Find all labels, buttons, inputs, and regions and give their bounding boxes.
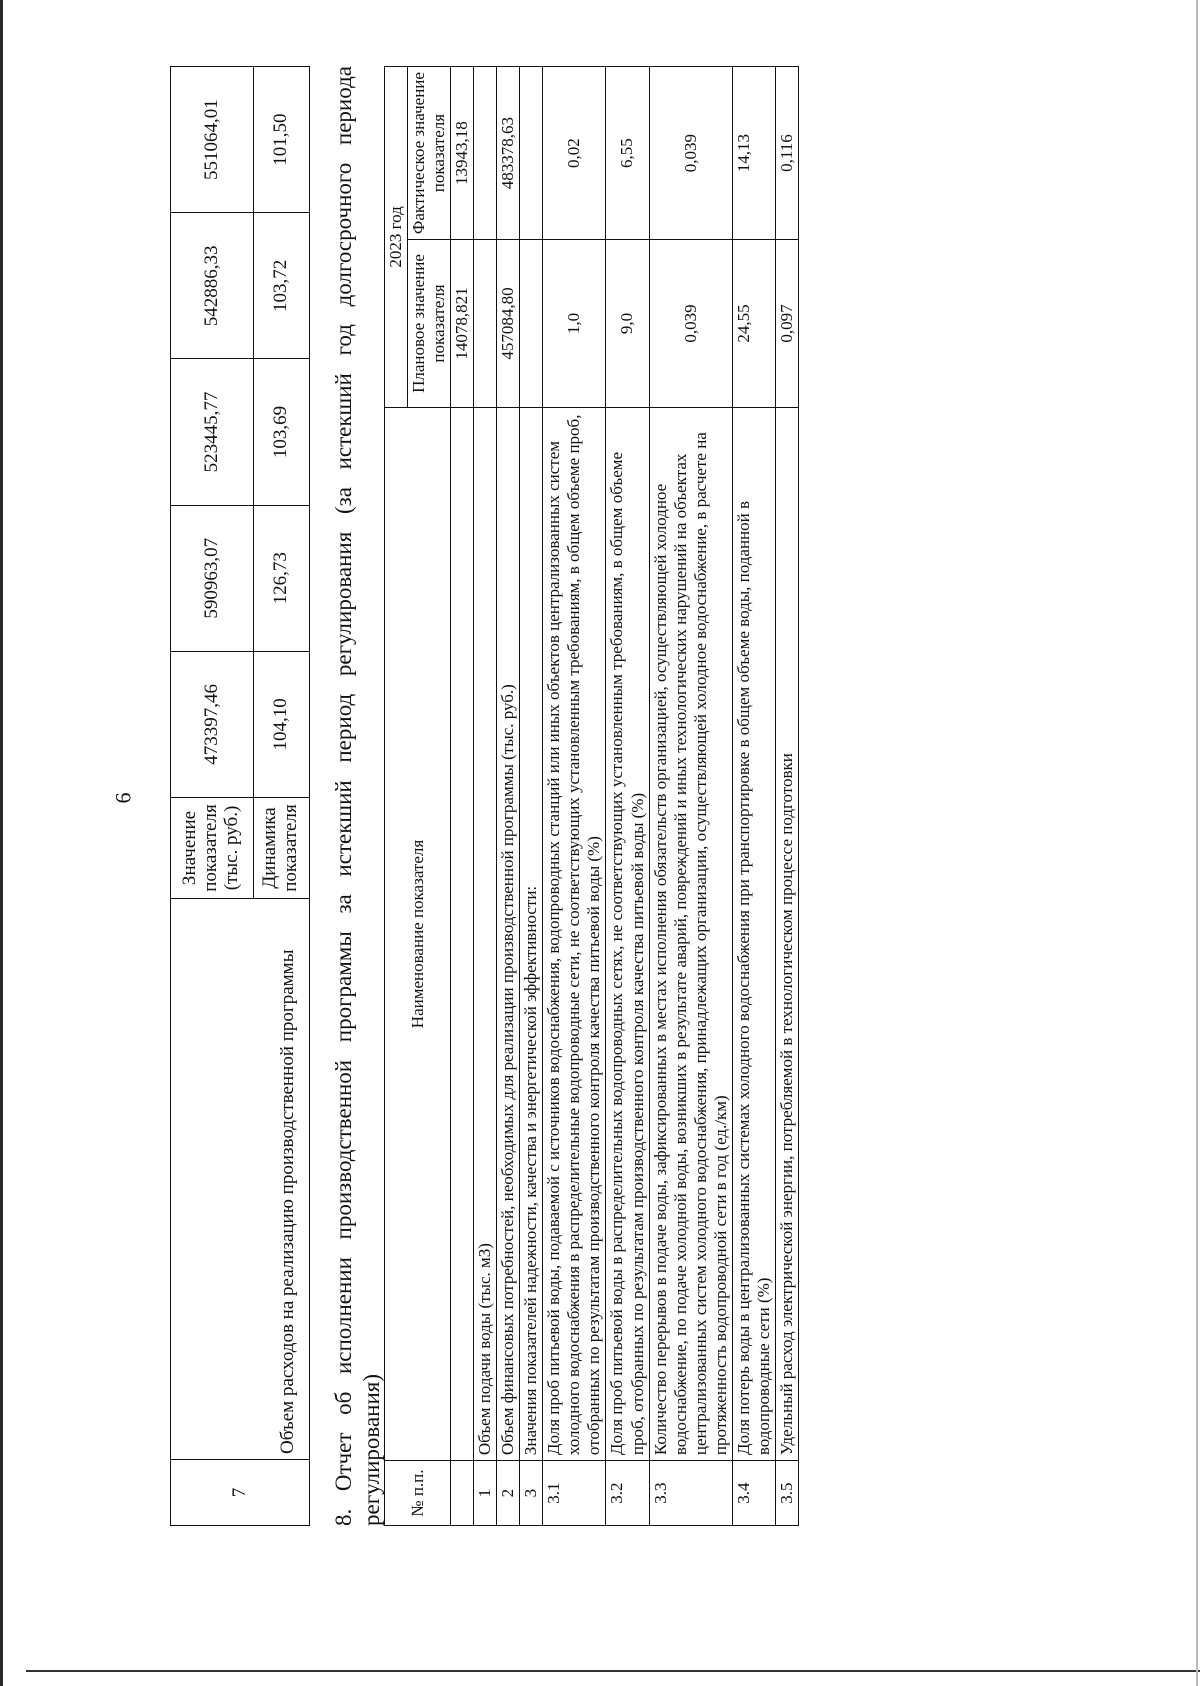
cell-num: 3: [520, 1461, 543, 1526]
cell-planned: 457084,80: [497, 240, 520, 408]
value-cell: 103,69: [253, 359, 309, 505]
table-row: [649, 67, 732, 1526]
row-sublabel: Значение показателя (тыс. руб.): [171, 798, 254, 899]
cell-actual: 13943,18: [451, 67, 474, 240]
table-row: [543, 67, 606, 1526]
value-cell: 551064,01: [171, 67, 254, 213]
header-planned: Плановое значение показателя: [408, 240, 451, 408]
header-name: Наименование показателя: [385, 407, 451, 1460]
scan-edge-right: [1196, 0, 1198, 1686]
cell-planned: 9,0: [606, 240, 649, 408]
header-num: № п.п.: [385, 1461, 451, 1526]
table-row: [775, 67, 798, 1526]
cell-name: Объем подачи воды (тыс. м3): [474, 407, 497, 1460]
cell-num: 1: [474, 1461, 497, 1526]
cell-num: 3.1: [543, 1461, 606, 1526]
cell-num: 3.4: [732, 1461, 775, 1526]
header-actual: Фактическое значение показателя: [408, 67, 451, 240]
value-cell: 104,10: [253, 651, 309, 797]
cell-name: Доля проб питьевой воды, подаваемой с источников водоснабжения, водопроводных станций или иных объектов централизованных систем холодного водоснабжения в распределительные водопроводные сети, не соответствующих установленным требованиям, в общем объеме проб, отобранных по результатам производственного контроля качества питьевой воды (%): [543, 407, 606, 1460]
cell-actual: 6,55: [606, 67, 649, 240]
scan-edge-bottom: [26, 1670, 1200, 1672]
cell-planned: 0,097: [775, 240, 798, 408]
scan-edge-left: [0, 0, 3, 1686]
cell-name: Объем финансовых потребностей, необходимых для реализации производственной программы (тыс. руб.): [497, 407, 520, 1460]
row-name: Объем расходов на реализацию производственной программы: [171, 899, 310, 1460]
value-cell: 126,73: [253, 505, 309, 651]
value-cell: 101,50: [253, 67, 309, 213]
cell-actual: 0,039: [649, 67, 732, 240]
cell-name: Значения показателей надежности, качества и энергетической эффективности:: [520, 407, 543, 1460]
cell-name: Количество перерывов в подаче воды, зафиксированных в местах исполнения обязательств организацией, осуществляющей холодное водоснабжение, по подаче холодной воды, возникших в результате аварий, повреждений и иных технологических нарушений на объектах централизованных систем холодного водоснабжения, принадлежащих организации, осуществляющей холодное водоснабжение, в расчете на протяженность водопроводной сети в год (ед./км): [649, 407, 732, 1460]
cell-name: Доля потерь воды в централизованных системах холодного водоснабжения при транспортировке в общем объеме воды, поданной в водопроводные сети (%): [732, 407, 775, 1460]
cell-actual: [520, 67, 543, 240]
header-year: 2023 год: [385, 67, 408, 408]
cell-planned: 1,0: [543, 240, 606, 408]
table-header-row: [385, 67, 408, 1526]
value-cell: 590963,07: [171, 505, 254, 651]
cell-num: 3.5: [775, 1461, 798, 1526]
cell-name: Удельный расход электрической энергии, потребляемой в технологическом процессе подготовки: [775, 407, 798, 1460]
cell-planned: 0,039: [649, 240, 732, 408]
cell-planned: [474, 240, 497, 408]
table-row: [474, 67, 497, 1526]
report-table: [384, 66, 799, 1526]
page-number: 6: [110, 792, 136, 804]
table-row: [497, 67, 520, 1526]
cell-actual: 0,02: [543, 67, 606, 240]
value-cell: 473397,46: [171, 651, 254, 797]
cell-planned: [520, 240, 543, 408]
rotated-page-content: [170, 66, 1070, 1526]
value-cell: 542886,33: [171, 213, 254, 359]
table-row: [520, 67, 543, 1526]
section-title: 8. Отчет об исполнении производственной программы за истекший период регулирования (за истекший год долгосрочного периода регулирования): [331, 66, 385, 1526]
expenses-table: [170, 66, 310, 1526]
table-row: [732, 67, 775, 1526]
cell-num: 3.3: [649, 1461, 732, 1526]
cell-actual: 483378,63: [497, 67, 520, 240]
cell-actual: [474, 67, 497, 240]
cell-name: [451, 407, 474, 1460]
cell-num: 3.2: [606, 1461, 649, 1526]
cell-name: Доля проб питьевой воды в распределительных водопроводных сетях, не соответствующих установленным требованиям, в общем объеме проб, отобранных по результатам производственного контроля качества питьевой воды (%): [606, 407, 649, 1460]
value-cell: 523445,77: [171, 359, 254, 505]
table-row: [606, 67, 649, 1526]
cell-actual: 0,116: [775, 67, 798, 240]
cell-planned: 14078,821: [451, 240, 474, 408]
row-number: 7: [171, 1460, 310, 1526]
row-sublabel: Динамика показателя: [253, 798, 309, 899]
table-row: [451, 67, 474, 1526]
cell-planned: 24,55: [732, 240, 775, 408]
cell-num: [451, 1461, 474, 1526]
value-cell: 103,72: [253, 213, 309, 359]
cell-actual: 14,13: [732, 67, 775, 240]
cell-num: 2: [497, 1461, 520, 1526]
table-row: [171, 67, 254, 1526]
